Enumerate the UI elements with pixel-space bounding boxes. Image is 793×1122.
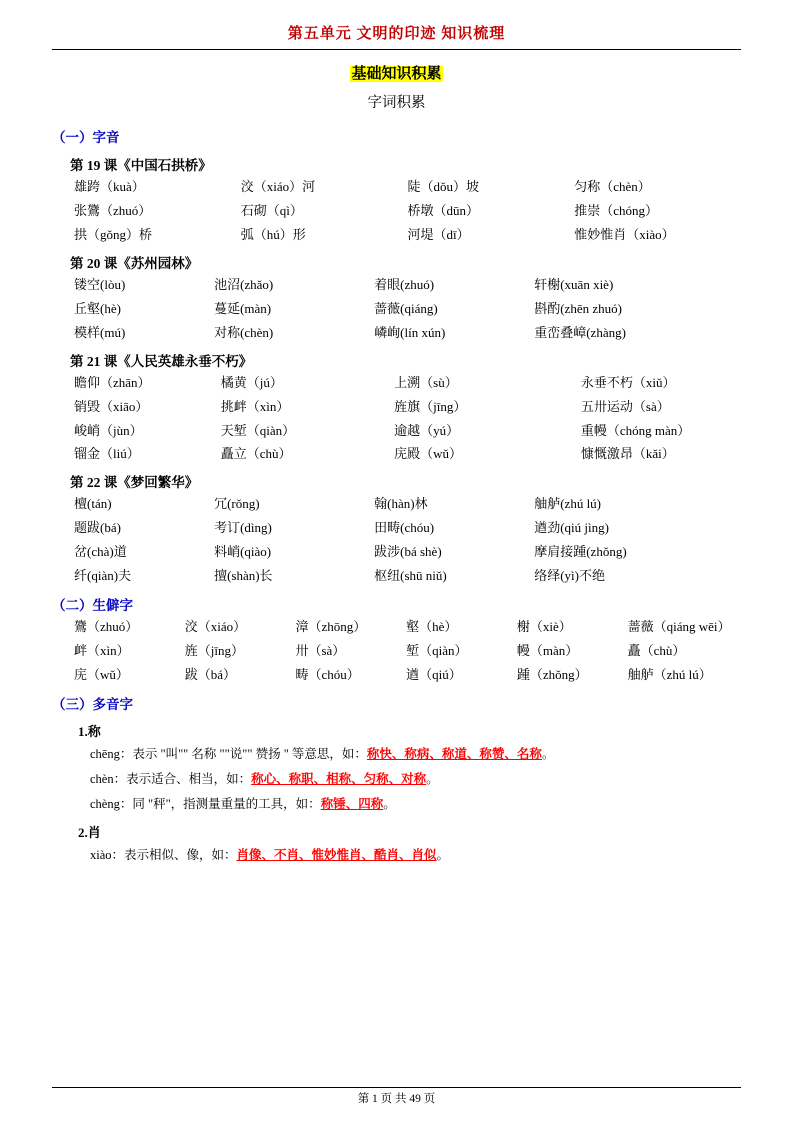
word-cell: 拱（gǒng）桥 xyxy=(74,226,153,242)
section-heading-rare-chars: （二）生僻字 xyxy=(52,598,133,614)
word-cell: 桥墩（dūn） xyxy=(407,202,480,218)
word-cell: 瞻仰（zhān） xyxy=(74,374,151,390)
definition-suffix: 。 xyxy=(436,847,450,862)
definition-text: chèn：表示适合、相当，如： xyxy=(90,772,252,787)
word-cell: 匀称（chèn） xyxy=(574,179,651,194)
word-cell: 销毁（xiāo） xyxy=(74,398,149,414)
word-cell: 壑（hè） xyxy=(406,619,458,635)
word-cell: 天堑（qiàn） xyxy=(220,422,296,438)
definition-suffix: 。 xyxy=(426,772,439,787)
word-cell: 庑（wǔ） xyxy=(74,667,129,682)
polyphone-definition xyxy=(90,847,741,863)
word-cell: 翰(hàn)林 xyxy=(374,496,428,512)
word-cell: 堑（qiàn） xyxy=(406,643,468,659)
document-header: 第五单元 文明的印迹 知识梳理 xyxy=(287,26,506,42)
word-cell: 慷慨激昂（kǎi） xyxy=(580,446,675,462)
word-row xyxy=(74,302,741,317)
word-cell: 纤(qiàn)夫 xyxy=(74,568,132,584)
word-cell: 丘壑(hè) xyxy=(74,300,121,316)
word-row xyxy=(74,376,741,391)
word-cell: 上溯（sù） xyxy=(394,374,458,390)
word-row xyxy=(74,497,741,512)
word-cell: 舳舻（zhú lú） xyxy=(627,667,712,682)
word-row xyxy=(74,180,741,195)
word-cell: 池沼(zhǎo) xyxy=(214,276,274,292)
definition-text: xiào：表示相似、像，如： xyxy=(90,847,237,862)
word-cell: 旌（jīng） xyxy=(184,643,244,659)
word-cell: 挑衅（xìn） xyxy=(220,398,290,414)
word-cell: 对称(chèn) xyxy=(214,324,274,340)
word-cell: 模样(mú) xyxy=(74,324,126,340)
word-row xyxy=(74,424,741,439)
word-cell: 镂空(lòu) xyxy=(74,276,126,292)
word-cell: 蔓延(màn) xyxy=(214,300,272,316)
page-title-text: 基础知识积累 xyxy=(351,66,442,82)
word-cell: 雄跨（kuà） xyxy=(74,179,145,194)
word-cell: 矗立（chù） xyxy=(220,446,292,462)
word-cell: 幔（màn） xyxy=(516,643,579,659)
word-cell: 衅（xìn） xyxy=(74,643,130,659)
lesson-title-20: 第 20 课《苏州园林》 xyxy=(70,255,199,271)
word-cell: 蔷薇（qiáng wēi） xyxy=(627,619,731,635)
word-cell: 重峦叠嶂(zhàng) xyxy=(534,324,626,340)
word-cell: 陡（dǒu）坡 xyxy=(407,179,480,194)
definition-text: chèng：同 "秤"，指测量重量的工具，如： xyxy=(90,797,321,812)
word-row xyxy=(74,644,741,659)
footer-divider xyxy=(52,1087,741,1088)
word-cell: 畴（chóu） xyxy=(295,667,360,682)
word-cell: 重幔（chóng màn） xyxy=(580,422,691,438)
word-row xyxy=(74,278,741,293)
word-cell: 惟妙惟肖（xiào） xyxy=(574,226,675,242)
word-cell: 橘黄（jú） xyxy=(220,374,283,390)
word-cell: 田畴(chóu) xyxy=(374,520,435,536)
polyphone-definition xyxy=(90,771,741,787)
page-footer: 第 1 页 共 49 页 xyxy=(357,1093,436,1105)
definition-suffix: 。 xyxy=(541,746,555,761)
word-cell: 蔷薇(qiáng) xyxy=(374,300,438,316)
word-cell: 斟酌(zhēn zhuó) xyxy=(534,300,622,316)
lesson-title-22: 第 22 课《梦回繁华》 xyxy=(70,475,199,491)
word-cell: 摩肩接踵(zhǒng) xyxy=(534,544,627,560)
example-words: 称心、称职、相称、匀称、对称 xyxy=(251,772,427,787)
word-cell: 推崇（chóng） xyxy=(574,202,659,218)
section-heading-pinyin: （一）字音 xyxy=(52,130,120,145)
word-cell: 漳（zhōng） xyxy=(295,619,367,635)
word-cell: 檀(tán) xyxy=(74,496,112,512)
lesson-19-grid xyxy=(74,180,741,243)
word-cell: 枢纽(shū niǔ) xyxy=(374,568,447,584)
lesson-20-grid xyxy=(74,278,741,341)
word-row xyxy=(74,228,741,243)
word-row xyxy=(74,400,741,415)
word-cell: 峻峭（jùn） xyxy=(74,422,143,438)
word-cell: 矗（chù） xyxy=(627,643,686,659)
word-cell: 石砌（qì） xyxy=(240,202,303,218)
word-cell: 题跋(bá) xyxy=(74,520,121,536)
example-words: 称快、称病、称道、称赞、名称 xyxy=(366,746,542,761)
definition-suffix: 。 xyxy=(383,797,396,812)
section-heading-polyphone: （三）多音字 xyxy=(52,696,133,712)
word-cell: 五卅运动（sà） xyxy=(580,398,670,414)
word-cell: 擅(shàn)长 xyxy=(214,568,273,584)
word-row xyxy=(74,569,741,584)
word-row xyxy=(74,545,741,560)
word-cell: 嶙峋(lín xún) xyxy=(374,324,446,340)
word-row xyxy=(74,620,741,635)
word-cell: 洨（xiáo） xyxy=(184,619,247,635)
word-cell: 岔(chà)道 xyxy=(74,544,127,560)
definition-text: chēng：表示 "叫"" 名称 ""说"" 赞扬 " 等意思，如： xyxy=(90,746,367,761)
lesson-title-21: 第 21 课《人民英雄永垂不朽》 xyxy=(70,353,253,369)
word-cell: 鷟（zhuó） xyxy=(74,619,139,635)
word-row xyxy=(74,204,741,219)
word-row xyxy=(74,447,741,462)
word-cell: 永垂不朽（xiǔ） xyxy=(580,374,676,390)
word-cell: 跋（bá） xyxy=(184,667,236,682)
lesson-21-grid xyxy=(74,376,741,463)
rare-chars-grid xyxy=(74,620,741,683)
word-cell: 逾越（yú） xyxy=(394,422,460,438)
word-row xyxy=(74,326,741,341)
word-row xyxy=(74,668,741,683)
word-cell: 遒劲(qiú jìng) xyxy=(534,520,609,536)
word-cell: 冗(rǒng) xyxy=(214,496,260,512)
word-cell: 考订(dìng) xyxy=(214,520,272,536)
example-words: 称锤、四称 xyxy=(320,797,384,812)
word-cell: 着眼(zhuó) xyxy=(374,276,435,292)
word-cell: 轩榭(xuān xiè) xyxy=(534,276,614,292)
word-row xyxy=(74,521,741,536)
word-cell: 舳舻(zhú lú) xyxy=(534,496,602,512)
word-cell: 榭（xiè） xyxy=(516,619,572,635)
word-cell: 卅（sà） xyxy=(295,643,346,659)
page-subtitle: 字词积累 xyxy=(367,95,426,111)
word-cell: 弧（hú）形 xyxy=(240,226,306,242)
polyphone-item-label: 2.肖 xyxy=(78,824,101,840)
word-cell: 踵（zhǒng） xyxy=(516,667,588,682)
word-cell: 庑殿（wǔ） xyxy=(394,446,463,462)
word-cell: 张鷟（zhuó） xyxy=(74,202,152,218)
word-cell: 络绎(yì)不绝 xyxy=(534,568,605,584)
polyphone-item-label: 1.称 xyxy=(78,723,101,739)
word-cell: 旌旗（jīng） xyxy=(394,398,467,414)
word-cell: 镏金（liú） xyxy=(74,446,140,462)
polyphone-definition xyxy=(90,796,741,812)
example-words: 肖像、不肖、惟妙惟肖、酷肖、肖似 xyxy=(236,847,437,862)
word-cell: 河堤（dī） xyxy=(407,226,470,242)
page-title xyxy=(52,62,741,83)
polyphone-definition xyxy=(90,746,741,762)
header-divider xyxy=(52,49,741,50)
word-cell: 跋涉(bá shè) xyxy=(374,544,442,560)
lesson-title-19: 第 19 课《中国石拱桥》 xyxy=(70,158,212,173)
lesson-22-grid xyxy=(74,497,741,584)
word-cell: 遒（qiú） xyxy=(406,667,462,682)
word-cell: 洨（xiáo）河 xyxy=(240,179,316,194)
word-cell: 料峭(qiào) xyxy=(214,544,272,560)
